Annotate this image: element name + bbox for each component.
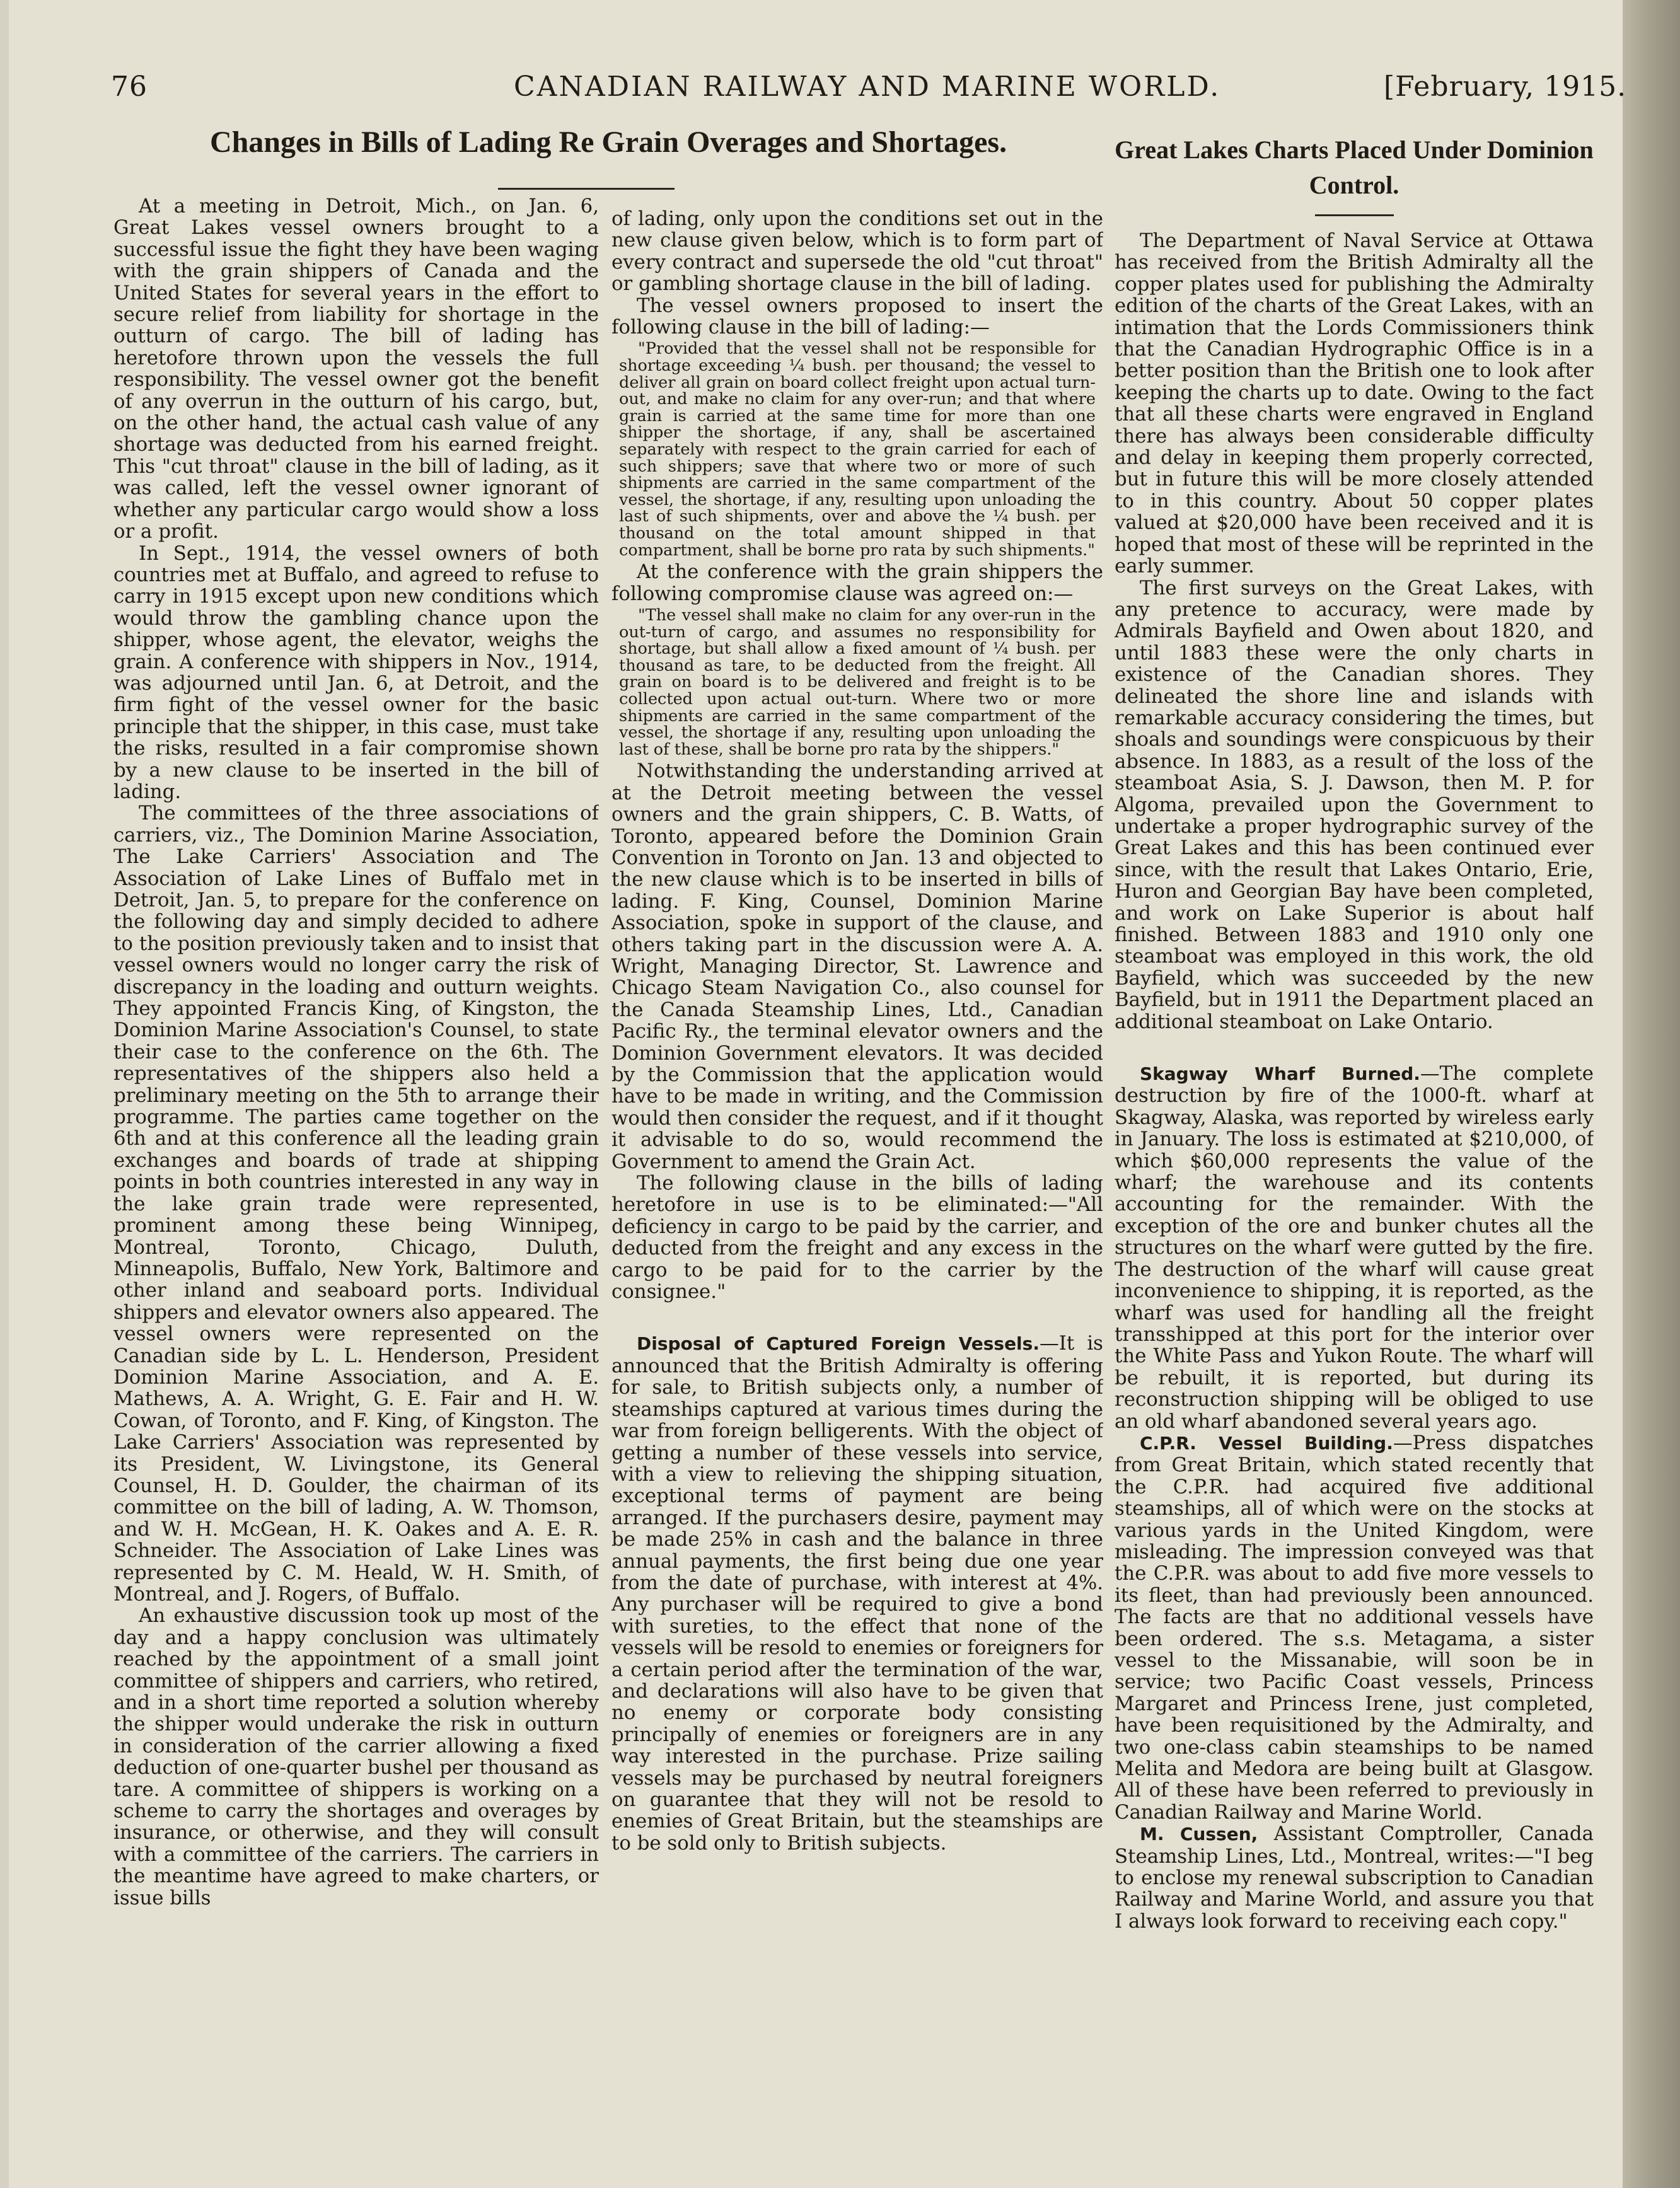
cpr-article	[1115, 1432, 1594, 1823]
issue-date: [February, 1915.	[1384, 71, 1627, 103]
cussen-note	[1115, 1823, 1594, 1932]
col2-continuation: of lading, only upon the conditions set out in the new clause given below, which is to form part of every contract and supersede the old "cut throat" or gambling shortage clause in the bill of lading.	[611, 207, 1103, 296]
cpr-article-lead: C.P.R. Vessel Building.	[1140, 1432, 1393, 1454]
main-article-title: Changes in Bills of Lading Re Grain Overages and Shortages.	[209, 125, 1007, 159]
cussen-note-text: Assistant Comptroller, Canada Steamship Lines, Ltd., Montreal, writes:—"I beg to enclose my renewal subscription to Canadian Railway and Marine World, and assure you that I always look forward to receiving each copy."	[1115, 1822, 1594, 1933]
book-spine-edge	[1623, 0, 1680, 2188]
proposed-clause-quote: "Provided that the vessel shall not be responsible for shortage exceeding ¼ bush. per thousand; the vessel to deliver all grain on board collect freight upon actual turn-out, and make no claim for any over-run; and that where grain is carried at the same time for more than one shipper the shortage, if any, shall be ascertained separately with respect to the grain carried for each of such shippers; save that where two or more of such shipments are carried in the same compartment of the vessel, the shortage, if any, resulting upon unloading the last of such shipments, over and above the ¼ bush. per thousand on the total amount shipped in that compartment, shall be borne pro rata by such shipments."	[619, 339, 1096, 560]
charts-article-title: Great Lakes Charts Placed Under Dominion Control.	[1115, 136, 1594, 199]
skagway-article-lead: Skagway Wharf Burned.	[1140, 1063, 1420, 1085]
page-number: 76	[111, 71, 148, 103]
cussen-note-lead: M. Cussen,	[1140, 1824, 1258, 1845]
disposal-article	[611, 1333, 1103, 1854]
disposal-article-lead: Disposal of Captured Foreign Vessels.	[637, 1333, 1040, 1355]
col1-paragraph: In Sept., 1914, the vessel owners of both countries met at Buffalo, and agreed to refuse to carry in 1915 except upon new conditions which would throw the gambling chance upon the shipper, whose agent, the elevator, weighs the grain. A conference with shippers in Nov., 1914, was adjourned until Jan. 6, at Detroit, and the firm fight of the vessel owner for the basic principle that the shipper, in this case, must take the risks, resulted in a fair compromise shown by a new clause to be inserted in the bill of lading.	[113, 541, 599, 803]
col1-paragraph: The committees of the three associations of carriers, viz., The Dominion Marine Association, The Lake Carriers' Association and The Association of Lake Lines of Buffalo met in Detroit, Jan. 5, to prepare for the conference on the following day and simply decided to adhere to the position previously taken and to insist that vessel owners would no longer carry the risk of discrepancy in the loading and outturn weights. They appointed Francis King, of Kingston, the Dominion Marine Association's Counsel, to state their case to the conference on the 6th. The representatives of the shippers also held a preliminary meeting on the 5th to arrange their programme. The parties came together on the 6th and at this conference all the leading grain exchanges and boards of trade at shipping points in both countries interested in any way in the lake grain trade were represented, prominent among these being Winnipeg, Montreal, Toronto, Chicago, Duluth, Minneapolis, Buffalo, New York, Baltimore and other inland and seaboard ports. Individual shippers and elevator owners also appeared. The vessel owners were represented on the Canadian side by L. L. Henderson, President Dominion Marine Association, and A. E. Mathews, A. A. Wright, G. E. Fair and H. W. Cowan, of Toronto, and F. King, of Kingston. The Lake Carriers' Association was represented by its President, W. Livingstone, its General Counsel, H. D. Goulder, the chairman of its committee on the bill of lading, A. W. Thomson, and W. H. McGean, H. K. Oakes and A. E. R. Schneider. The Association of Lake Lines was represented by C. M. Heald, W. H. Smith, of Montreal, and J. Rogers, of Buffalo.	[113, 802, 599, 1606]
compromise-clause-quote: "The vessel shall make no claim for any over-run in the out-turn of cargo, and assumes no responsibility for shortage, but shall allow a fixed amount of ¼ bush. per thousand as tare, to be deducted from the freight. All grain on board is to be delivered and freight is to be collected upon actual out-turn. Where two or more shipments are carried in the same compartment of the vessel, the shortage if any, resulting upon unloading the last of these, shall be borne pro rata by the shippers."	[619, 605, 1096, 759]
disposal-article-text: —It is announced that the British Admiralty is offering for sale, to British subjects only, a number of steamships captured at various times during the war from foreign belligerents. With the object of getting a number of these vessels into service, with a view to relieving the shipping situation, exceptional terms of payment are being arranged. If the purchasers desire, payment may be made 25% in cash and the balance in three annual payments, the first being due one year from the date of purchase, with interest at 4%. Any purchaser will be required to give a bond with sureties, to the effect that none of the vessels will be resold to enemies or foreigners for a certain period after the termination of the war, and declarations will also have to be given that no enemy or corporate body consisting principally of enemies or foreigners are in any way interested in the purchase. Prize sailing vessels may be purchased by neutral foreigners on guarantee that they will not be resold to enemies of Great Britain, but the steamships are to be sold only to British subjects.	[611, 1332, 1103, 1855]
col1-paragraph: At a meeting in Detroit, Mich., on Jan. 6, Great Lakes vessel owners brought to a successful issue the fight they have been waging with the grain shippers of Canada and the United States for several years in the effort to secure relief from liability for shortage in the outturn of cargo. The bill of lading has heretofore thrown upon the vessels the full responsibility. The vessel owner got the benefit of any overrun in the outturn of his cargo, but, on the other hand, the actual cash value of any shortage was deducted from his earned freight. This "cut throat" clause in the bill of lading, as it was called, left the vessel owner ignorant of whether any particular cargo would show a loss or a profit.	[113, 195, 599, 543]
column-2	[611, 113, 1103, 2087]
col2-paragraph: The following clause in the bills of lading heretofore in use is to be eliminated:—"All deficiency in cargo to be paid by the carrier, and deducted from the freight and any excess in the cargo to be paid for to the carrier by the consignee."	[611, 1172, 1103, 1304]
charts-paragraph: The first surveys on the Great Lakes, with any pretence to accuracy, were made by Admirals Bayfield and Owen about 1820, and until 1883 these were the only charts in existence of the Canadian shores. They delineated the shore line and islands with remarkable accuracy considering the times, but shoals and soundings were conspicuous by their absence. In 1883, as a result of the loss of the steamboat Asia, S. J. Dawson, then M. P. for Algoma, prevailed upon the Government to undertake a proper hydrographic survey of the Great Lakes and this has been continued ever since, with the result that Lakes Ontario, Erie, Huron and Georgian Bay have been completed, and work on Lake Superior is about half finished. Between 1883 and 1910 only one steamboat was employed in this work, the old Bayfield, which was succeeded by the new Bayfield, but in 1911 the Department placed an additional steamboat on Lake Ontario.	[1115, 576, 1594, 1033]
column-1	[113, 113, 599, 2087]
compromise-intro: At the conference with the grain shippers the following compromise clause was agreed on:—	[611, 560, 1103, 605]
proposed-intro: The vessel owners proposed to insert the following clause in the bill of lading:—	[611, 294, 1103, 339]
skagway-article-text: —The complete destruction by fire of the 1000-ft. wharf at Skagway, Alaska, was reported by wireless early in January. The loss is estimated at $210,000, of which $60,000 represents the value of the wharf; the warehouse and its contents accounting for the remainder. With the exception of the ore and bunker chutes all the structures on the wharf were gutted by the fire. The destruction of the wharf will cause great inconvenience to shipping, it is reported, as the wharf was used for handling all the freight transshipped at this port for the interior over the White Pass and Yukon Route. The wharf will be rebuilt, it is reported, but during its reconstruction shipping will be obliged to use an old wharf abandoned several years ago.	[1115, 1062, 1594, 1433]
charts-paragraph: The Department of Naval Service at Ottawa has received from the British Admiralty all the copper plates used for publishing the Admiralty edition of the charts of the Great Lakes, with an intimation that the Lords Commissioners think that the Canadian Hydrographic Office is in a better position than the British one to look after keeping the charts up to date. Owing to the fact that all these charts were engraved in England there has always been considerable difficulty and delay in keeping them properly corrected, but in future this will be more closely attended to in this country. About 50 copper plates valued at $20,000 have been received and it is hoped that most of these will be reprinted in the early summer.	[1115, 229, 1594, 578]
col2-paragraph: Notwithstanding the understanding arrived at at the Detroit meeting between the vessel owners and the grain shippers, C. B. Watts, of Toronto, appeared before the Dominion Grain Convention in Toronto on Jan. 13 and objected to the new clause which is to be inserted in bills of lading. F. King, Counsel, Dominion Marine Association, spoke in support of the clause, and others taking part in the discussion were A. A. Wright, Managing Director, St. Lawrence and Chicago Steam Navigation Co., also counsel for the Canada Steamship Lines, Ltd., Canadian Pacific Ry., the terminal elevator owners and the Dominion Government elevators. It was decided by the Commission that the application would have to be made in writing, and the Commission would then consider the request, and if it thought it advisable to do so, would recommend the Government to amend the Grain Act.	[611, 760, 1103, 1173]
col1-paragraph: An exhaustive discussion took up most of the day and a happy conclusion was ultimately reached by the appointment of a small joint committee of shippers and carriers, who retired, and in a short time reported a solution whereby the shipper would underake the risk in outturn in consideration of the carrier allowing a fixed deduction of one-quarter bushel per thousand as tare. A committee of shippers is working on a scheme to carry the shortages and overages by insurance, or otherwise, and they will consult with a committee of the carriers. The carriers in the meantime have agreed to make charters, or issue bills	[113, 1604, 599, 1909]
cpr-article-text: —Press dispatches from Great Britain, which stated recently that the C.P.R. had acquired five additional steamships, all of which were on the stocks at various yards in the United Kingdom, were misleading. The impression conveyed was that the C.P.R. was about to add five more vessels to its fleet, than had previously been announced. The facts are that no additional vessels have been ordered. The s.s. Metagama, a sister vessel to the Missanabie, will soon be in service; two Pacific Coast vessels, Princess Margaret and Princess Irene, just completed, have been requisitioned by the Admiralty, and two one-class cabin steamships to be named Melita and Medora are being built at Glasgow. All of these have been referred to previously in Canadian Railway and Marine World.	[1115, 1431, 1594, 1824]
charts-title-rule	[1315, 214, 1394, 216]
journal-title: CANADIAN RAILWAY AND MARINE WORLD.	[514, 71, 1221, 103]
skagway-article	[1115, 1063, 1594, 1432]
column-3	[1115, 113, 1594, 2087]
